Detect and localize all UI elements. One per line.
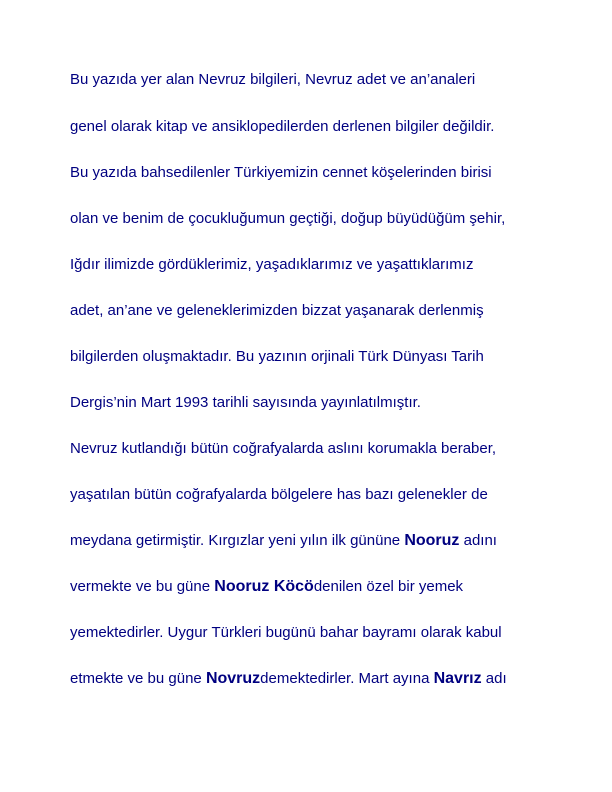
line-text: demektedirler. Mart ayına [260,670,434,687]
bold-term: Nooruz [404,532,460,549]
paragraph-line: Bu yazıda bahsedilenler Türkiyemizin cennet köşelerinden birisi [70,164,492,181]
line-text: adını [459,532,497,549]
bold-term: Nooruz Köcö [214,578,314,595]
line-text: denilen özel bir yemek [313,578,464,595]
line-text: adı [481,670,507,687]
paragraph-line: yaşatılan bütün coğrafyalarda bölgelere has bazı gelenekler de [70,486,488,503]
paragraph-line: yemektedirler. Uygur Türkleri bugünü bahar bayramı olarak kabul [70,624,502,641]
line-text: meydana getirmiştir. Kırgızlar yeni yılın ilk gününe [70,532,405,549]
paragraph-line [70,531,497,551]
bold-term: Novruz [205,670,261,687]
paragraph-line: genel olarak kitap ve ansiklopedilerden derlenen bilgiler değildir. [70,118,495,135]
paragraph-line: Iğdır ilimizde gördüklerimiz, yaşadıklarımız ve yaşattıklarımız [70,256,474,273]
paragraph-line: adet, an’ane ve geleneklerimizden bizzat yaşanarak derlenmiş [70,302,484,319]
paragraph-line [70,669,507,689]
paragraph-line: Nevruz kutlandığı bütün coğrafyalarda aslını korumakla beraber, [70,440,497,457]
line-text: etmekte ve bu güne [70,670,206,687]
line-text: vermekte ve bu güne [70,578,215,595]
bold-term: Navrız [433,670,482,687]
paragraph-line: Dergis’nin Mart 1993 tarihli sayısında yayınlatılmıştır. [70,394,421,411]
paragraph-line [70,577,463,597]
paragraph-line: Bu yazıda yer alan Nevruz bilgileri, Nevruz adet ve an’analeri [70,71,476,88]
paragraph-line: olan ve benim de çocukluğumun geçtiği, doğup büyüdüğüm şehir, [70,210,506,227]
paragraph-line: bilgilerden oluşmaktadır. Bu yazının orjinali Türk Dünyası Tarih [70,348,484,365]
